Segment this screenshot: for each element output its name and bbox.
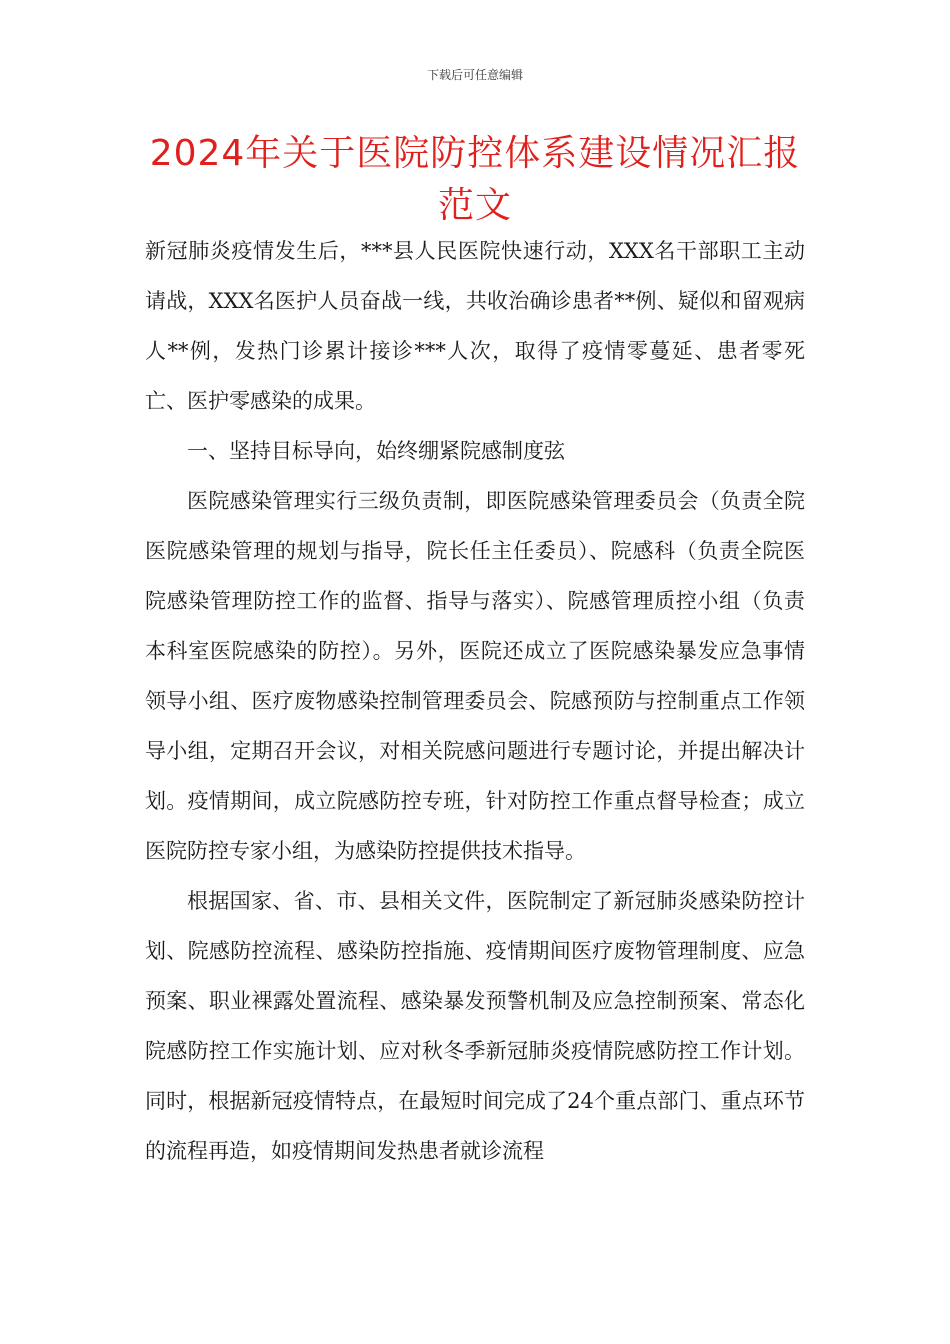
document-title: 2024年关于医院防控体系建设情况汇报范文 xyxy=(149,133,801,226)
section-heading: 一、坚持目标导向，始终绷紧院感制度弦 xyxy=(187,439,565,463)
document-body xyxy=(145,226,805,1176)
header-note: 下载后可任意编辑 xyxy=(426,68,523,82)
body-paragraph: 医院感染管理实行三级负责制，即医院感染管理委员会（负责全院医院感染管理的规划与指导，院长任主任委员）、院感科（负责全院医院感染管理防控工作的监督、指导与落实）、院感管理质控小组（负责本科室医院感染的防控）。另外，医院还成立了医院感染暴发应急事情领导小组、医疗废物感染控制管理委员会、院感预防与控制重点工作领导小组，定期召开会议，对相关院感问题进行专题讨论，并提出解决计划。疫情期间，成立院感防控专班，针对防控工作重点督导检查；成立医院防控专家小组，为感染防控提供技术指导。 xyxy=(145,489,805,863)
body-paragraph: 根据国家、省、市、县相关文件，医院制定了新冠肺炎感染防控计划、院感防控流程、感染防控指施、疫情期间医疗废物管理制度、应急预案、职业裸露处置流程、感染暴发预警机制及应急控制预案、常态化院感防控工作实施计划、应对秋冬季新冠肺炎疫情院感防控工作计划。同时，根据新冠疫情特点，在最短时间完成了24个重点部门、重点环节的流程再造，如疫情期间发热患者就诊流程 xyxy=(145,889,805,1163)
intro-paragraph: 新冠肺炎疫情发生后，***县人民医院快速行动，XXX名干部职工主动请战，XXX名医护人员奋战一线，共收治确诊患者**例、疑似和留观病人**例，发热门诊累计接诊***人次，取得了疫情零蔓延、患者零死亡、医护零感染的成果。 xyxy=(145,239,805,413)
